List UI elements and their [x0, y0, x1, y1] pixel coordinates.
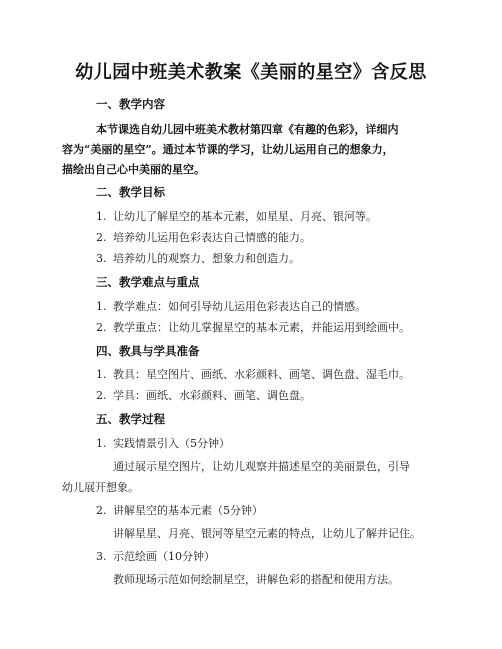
list-item: 2. 教学重点：让幼儿掌握星空的基本元素，并能运用到绘画中。: [96, 321, 410, 334]
content-paragraph-line-2: 容为“美丽的星空”。通过本节课的学习，让幼儿运用自己的想象力，: [62, 143, 394, 156]
section-heading-difficulties: 三、教学难点与重点: [96, 275, 200, 289]
section-heading-content: 一、教学内容: [96, 97, 165, 111]
list-item: 3. 示范绘画（10分钟）: [96, 550, 215, 563]
content-paragraph-line-1: 本节课选自幼儿园中班美术教材第四章《有趣的色彩》，详细内: [96, 123, 399, 136]
list-item: 1. 让幼儿了解星空的基本元素，如星星、月亮、银河等。: [96, 210, 377, 223]
list-item: 1. 教具：星空图片、画纸、水彩颜料、画笔、调色盘、湿毛巾。: [96, 368, 410, 381]
step-description-line-1: 通过展示星空图片，让幼儿观察并描述星空的美丽景色，引导: [113, 460, 410, 473]
list-item: 2. 培养幼儿运用色彩表达自己情感的能力。: [96, 231, 311, 244]
document-title: 幼儿园中班美术教案《美丽的星空》含反思: [75, 62, 427, 83]
step-description-line-2: 幼儿展开想象。: [62, 481, 139, 494]
content-paragraph-line-3: 描绘出自己心中美丽的星空。: [62, 163, 205, 176]
list-item: 2. 讲解星空的基本元素（5分钟）: [96, 504, 263, 517]
step-description-line-1: 讲解星星、月亮、银河等星空元素的特点，让幼儿了解并记住。: [113, 527, 421, 540]
list-item: 2. 学具：画纸、水彩颜料、画笔、调色盘。: [96, 389, 311, 402]
list-item: 3. 培养幼儿的观察力、想象力和创造力。: [96, 252, 300, 265]
list-item: 1. 教学难点：如何引导幼儿运用色彩表达自己的情感。: [96, 300, 366, 313]
step-description-line-1: 教师现场示范如何绘制星空，讲解色彩的搭配和使用方法。: [113, 573, 399, 586]
section-heading-materials: 四、教具与学具准备: [96, 344, 200, 358]
list-item: 1. 实践情景引入（5分钟）: [96, 437, 230, 450]
section-heading-process: 五、教学过程: [96, 412, 165, 426]
section-heading-objectives: 二、教学目标: [96, 185, 165, 199]
